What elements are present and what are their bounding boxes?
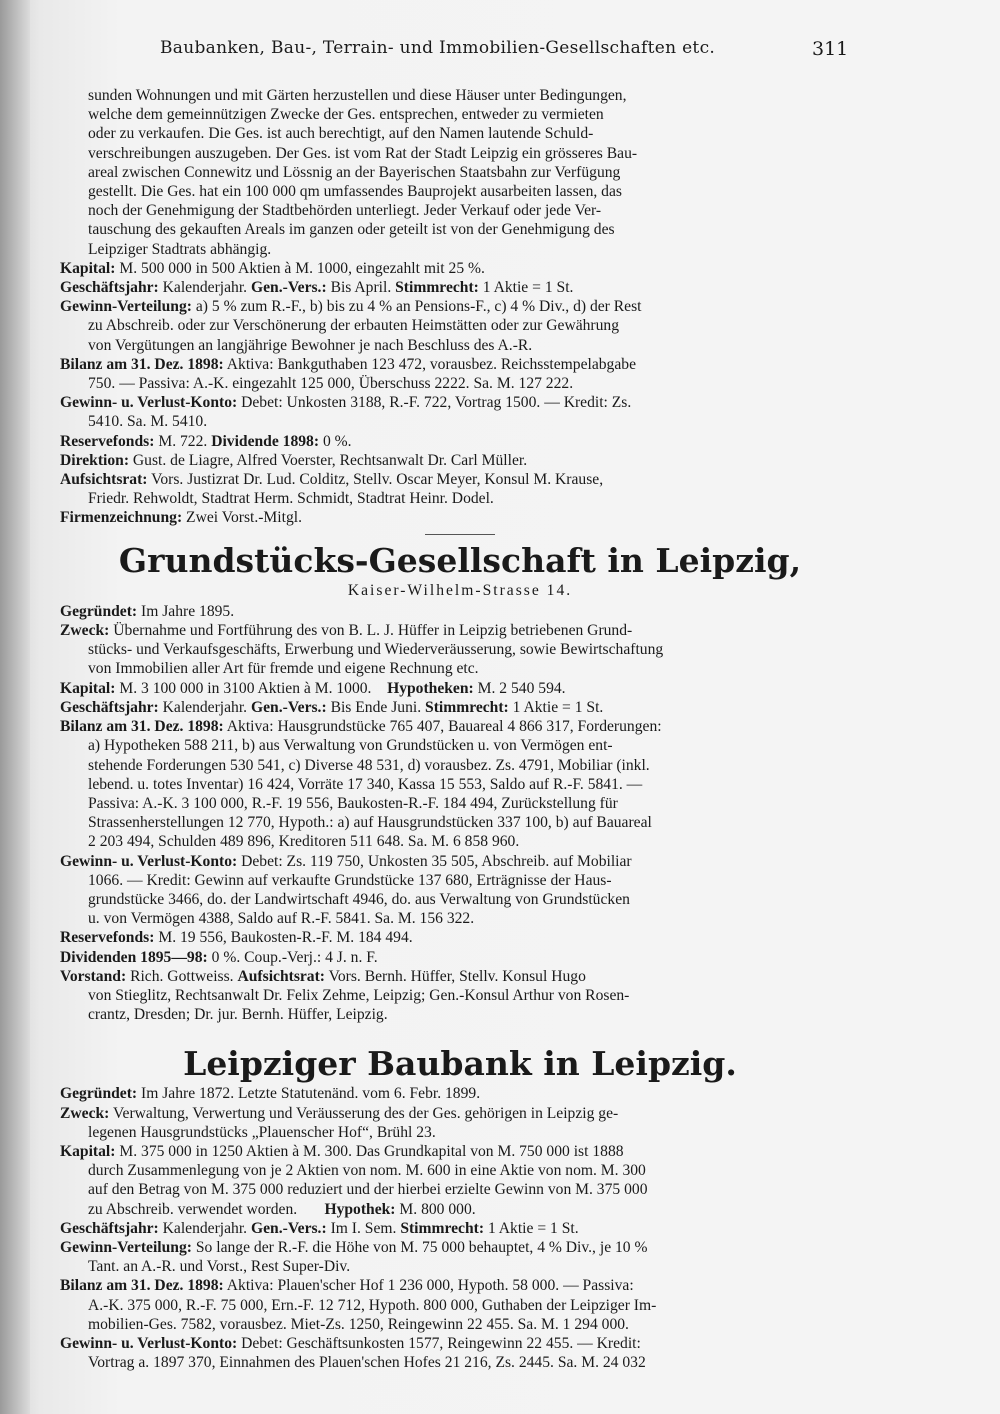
text-line: gestellt. Die Ges. hat ein 100 000 qm umfassendes Bauprojekt ausarbeiten lassen, das (88, 183, 622, 201)
field-key: Gen.-Vers.: (251, 1219, 327, 1237)
text-line: auf den Betrag von M. 375 000 reduziert und der hierbei erzielte Gewinn von M. 375 000 (88, 1181, 648, 1199)
section-heading: Grundstücks-Gesellschaft in Leipzig, (118, 540, 802, 580)
field-key: Aufsichtsrat: (60, 471, 148, 489)
text-line: Passiva: A.-K. 3 100 000, R.-F. 19 556, Baukosten-R.-F. 184 494, Zurückstellung für (88, 794, 618, 812)
entry-bilanz (60, 717, 860, 736)
field-value: Kalenderjahr. (162, 698, 248, 716)
field-value: So lange der R.-F. die Höhe von M. 75 000 behauptet, 4 % Div., je 10 % (195, 1238, 648, 1256)
text-line: stücks- und Verkaufsgeschäfts, Erwerbung und Wiederveräusserung, sowie Bewirtschaftung (88, 641, 664, 659)
field-value: Vors. Justizrat Dr. Lud. Colditz, Stellv. Oscar Meyer, Konsul M. Krause, (151, 471, 604, 489)
text-line: lebend. u. totes Inventar) 16 424, Vorräte 17 340, Kassa 15 553, Saldo auf R.-F. 5841. — (88, 775, 643, 793)
field-key: Gewinn-Verteilung: (60, 298, 192, 316)
field-key: Gegründet: (60, 1085, 138, 1103)
field-value: M. 500 000 in 500 Aktien à M. 1000, eingezahlt mit 25 %. (119, 259, 485, 277)
text-line: Tant. an A.-R. und Vorst., Rest Super-Div. (88, 1258, 351, 1276)
entry-kapital (60, 259, 860, 278)
field-key: Zweck: (60, 1104, 110, 1122)
section-divider (425, 534, 495, 535)
field-value: Debet: Geschäftsunkosten 1577, Reingewinn 22 455. — Kredit: (241, 1334, 641, 1352)
text-line: 2 203 494, Schulden 489 896, Kreditoren 511 648. Sa. M. 6 858 960. (88, 833, 520, 851)
field-value: a) 5 % zum R.-F., b) bis zu 4 % an Pensions-F., c) 4 % Div., d) der Rest (195, 298, 642, 316)
text-line: oder zu verkaufen. Die Ges. ist auch berechtigt, auf den Namen lautende Schuld- (88, 125, 594, 143)
field-key: Gegründet: (60, 602, 138, 620)
text-line: grundstücke 3466, do. der Landwirtschaft 4946, do. aus Verwaltung von Grundstücken (88, 890, 630, 908)
text-line: a) Hypotheken 588 211, b) aus Verwaltung von Grundstücken u. von Vermögen ent- (88, 737, 613, 755)
field-key: Gen.-Vers.: (251, 279, 327, 297)
binding-shadow (0, 0, 30, 1414)
entry-aufsichtsrat (60, 470, 860, 489)
field-value: M. 722. (158, 432, 208, 450)
text-line: Leipziger Stadtrats abhängig. (88, 240, 272, 258)
text-line: stehende Forderungen 530 541, c) Diverse 48 531, d) vorausbez. Zs. 4791, Mobiliar (inkl. (88, 756, 650, 774)
field-key: Kapital: (60, 1142, 116, 1160)
text-line: 750. — Passiva: A.-K. eingezahlt 125 000, Überschuss 2222. Sa. M. 127 222. (88, 375, 574, 393)
field-value: Übernahme und Fortführung des von B. L. J. Hüffer in Leipzig betriebenen Grund- (113, 622, 633, 640)
field-value: Rich. Gottweiss. (130, 967, 234, 985)
entry-reservefonds (60, 928, 860, 947)
text-line: A.-K. 375 000, R.-F. 75 000, Ern.-F. 12 712, Hypoth. 800 000, Guthaben der Leipziger Im- (88, 1296, 657, 1314)
entry-zweck (60, 1104, 860, 1123)
field-key: Gewinn- u. Verlust-Konto: (60, 852, 238, 870)
field-value: Aktiva: Bankguthaben 123 472, vorausbez. Reichsstempelabgabe (226, 355, 636, 373)
entry-gegruendet (60, 1084, 860, 1103)
entry-zweck (60, 621, 860, 640)
field-value: Im Jahre 1872. Letzte Statutenänd. vom 6. Febr. 1899. (141, 1085, 481, 1103)
entry-reservefonds (60, 432, 860, 451)
entry-direktion (60, 451, 860, 470)
field-value: 0 %. Coup.-Verj.: 4 J. n. F. (211, 948, 378, 966)
field-key: Geschäftsjahr: (60, 1219, 159, 1237)
text-line: mobilien-Ges. 7582, vorausbez. Miet-Zs. 1250, Reingewinn 22 455. Sa. M. 1 294 000. (88, 1315, 629, 1333)
field-value: Vors. Bernh. Hüffer, Stellv. Konsul Hugo (328, 967, 586, 985)
entry-geschaeftsjahr (60, 1219, 860, 1238)
text-line: Friedr. Rehwoldt, Stadtrat Herm. Schmidt, Stadtrat Heinr. Dodel. (88, 490, 494, 508)
field-key: Dividenden 1895—98: (60, 948, 208, 966)
header-title: Baubanken, Bau-, Terrain- und Immobilien-Gesellschaften etc. (160, 38, 716, 58)
field-value: M. 375 000 in 1250 Aktien à M. 300. Das Grundkapital von M. 750 000 ist 1888 (119, 1142, 624, 1160)
field-key: Kapital: (60, 679, 116, 697)
entry-geschaeftsjahr (60, 698, 860, 717)
field-value: zu Abschreib. verwendet worden. (88, 1200, 298, 1218)
field-key: Direktion: (60, 451, 130, 469)
page-body (60, 86, 860, 1372)
entry-dividenden (60, 948, 860, 967)
text-line: crantz, Dresden; Dr. jur. Bernh. Hüffer, Leipzig. (88, 1006, 388, 1024)
section-heading: Leipziger Baubank in Leipzig. (183, 1044, 737, 1084)
page-number: 311 (812, 38, 849, 60)
entry-firmenzeichnung (60, 508, 860, 527)
field-key: Kapital: (60, 259, 116, 277)
field-value: 1 Aktie = 1 St. (482, 279, 574, 297)
section-leipziger-baubank (60, 1044, 860, 1372)
text-line: u. von Vermögen 4388, Saldo auf R.-F. 5841. Sa. M. 156 322. (88, 910, 475, 928)
text-line: 1066. — Kredit: Gewinn auf verkaufte Grundstücke 137 680, Erträgnisse der Haus- (88, 871, 612, 889)
field-value: Kalenderjahr. (162, 1219, 248, 1237)
entry-vorstand (60, 967, 860, 986)
field-value: Zwei Vorst.-Mitgl. (186, 509, 302, 527)
text-line: areal zwischen Connewitz und Lössnig an der Bayerischen Staatsbahn zur Verfügung (88, 163, 621, 181)
field-key: Stimmrecht: (400, 1219, 485, 1237)
text-line: verschreibungen auszugeben. Der Ges. ist vom Rat der Stadt Leipzig ein grösseres Bau- (88, 144, 638, 162)
entry-gewinn-verteilung (60, 297, 860, 316)
field-value: Bis April. (330, 279, 392, 297)
field-key: Gewinn-Verteilung: (60, 1238, 192, 1256)
text-line: tauschung des gekauften Areals im ganzen oder geteilt ist von der Genehmigung des (88, 221, 615, 239)
field-value: M. 800 000. (399, 1200, 476, 1218)
field-key: Bilanz am 31. Dez. 1898: (60, 718, 224, 736)
field-key: Gewinn- u. Verlust-Konto: (60, 1334, 238, 1352)
field-key: Geschäftsjahr: (60, 698, 159, 716)
section-address: Kaiser-Wilhelm-Strasse 14. (347, 581, 573, 599)
entry-gegruendet (60, 602, 860, 621)
field-value: Aktiva: Hausgrundstücke 765 407, Bauareal 4 866 317, Forderungen: (226, 718, 662, 736)
field-key: Reservefonds: (60, 432, 155, 450)
field-value: M. 2 540 594. (477, 679, 566, 697)
field-key: Zweck: (60, 622, 110, 640)
field-value: 1 Aktie = 1 St. (487, 1219, 579, 1237)
text-line: Vortrag a. 1897 370, Einnahmen des Plauen'schen Hofes 21 216, Zs. 2445. Sa. M. 24 032 (88, 1354, 646, 1372)
entry-guv (60, 393, 860, 412)
field-value: Kalenderjahr. (162, 279, 248, 297)
spacer (60, 1024, 860, 1042)
section-grundstuecks-gesellschaft (60, 541, 860, 1025)
text-line: zu Abschreib. oder zur Verschönerung der erbauten Heimstätten oder zur Gewährung (88, 317, 620, 335)
entry-bilanz (60, 355, 860, 374)
text-line: durch Zusammenlegung von je 2 Aktien von nom. M. 600 in eine Aktie von nom. M. 300 (88, 1162, 646, 1180)
field-value: 0 %. (322, 432, 352, 450)
field-key: Stimmrecht: (425, 698, 509, 716)
entry-gewinn-verteilung (60, 1238, 860, 1257)
section-continuation (60, 86, 860, 528)
field-value: Im I. Sem. (330, 1219, 397, 1237)
entry-kapital (60, 1142, 860, 1161)
field-key: Bilanz am 31. Dez. 1898: (60, 355, 224, 373)
entry-geschaeftsjahr (60, 278, 860, 297)
entry-kapital (60, 679, 860, 698)
field-key: Stimmrecht: (395, 279, 479, 297)
text-line: von Immobilien aller Art für fremde und eigene Rechnung etc. (88, 660, 479, 678)
text-line: Strassenherstellungen 12 770, Hypoth.: a) auf Hausgrundstücken 337 100, b) auf Bauareal (88, 814, 652, 832)
field-value: Aktiva: Plauen'scher Hof 1 236 000, Hypoth. 58 000. — Passiva: (226, 1277, 634, 1295)
entry-guv (60, 1334, 860, 1353)
entry-bilanz (60, 1276, 860, 1295)
text-line: sunden Wohnungen und mit Gärten herzustellen und diese Häuser unter Bedingungen, (88, 87, 627, 104)
text-line: noch der Genehmigung der Stadtbehörden unterliegt. Jeder Verkauf oder jede Ver- (88, 202, 602, 220)
field-key: Hypotheken: (387, 679, 474, 697)
field-key: Dividende 1898: (211, 432, 320, 450)
field-value: Debet: Zs. 119 750, Unkosten 35 505, Abschreib. auf Mobiliar (241, 852, 632, 870)
field-key: Aufsichtsrat: (237, 967, 325, 985)
field-value: 1 Aktie = 1 St. (512, 698, 604, 716)
field-value: Debet: Unkosten 3188, R.-F. 722, Vortrag 1500. — Kredit: Zs. (241, 394, 632, 412)
entry-guv (60, 852, 860, 871)
field-value: Gust. de Liagre, Alfred Voerster, Rechtsanwalt Dr. Carl Müller. (132, 451, 528, 469)
field-key: Geschäftsjahr: (60, 279, 159, 297)
field-value: Verwaltung, Verwertung und Veräusserung des der Ges. gehörigen in Leipzig ge- (113, 1104, 619, 1122)
field-key: Gewinn- u. Verlust-Konto: (60, 394, 238, 412)
field-key: Hypothek: (324, 1200, 396, 1218)
field-key: Vorstand: (60, 967, 127, 985)
text-line: welche dem gemeinnützigen Zwecke der Ges. entsprechen, entweder zu vermieten (88, 106, 604, 124)
field-key: Reservefonds: (60, 929, 155, 947)
field-value: Im Jahre 1895. (141, 602, 235, 620)
text-line: legenen Hausgrundstücks „Plauenscher Hof“, Brühl 23. (88, 1123, 436, 1141)
entry-kapital-end (60, 1200, 860, 1219)
field-key: Gen.-Vers.: (251, 698, 327, 716)
field-value: M. 3 100 000 in 3100 Aktien à M. 1000. (119, 679, 372, 697)
field-key: Firmenzeichnung: (60, 509, 183, 527)
text-line: 5410. Sa. M. 5410. (88, 413, 208, 431)
text-line: von Vergütungen an langjährige Bewohner je nach Beschluss des A.-R. (88, 336, 533, 354)
field-value: Bis Ende Juni. (330, 698, 422, 716)
field-key: Bilanz am 31. Dez. 1898: (60, 1277, 224, 1295)
field-value: M. 19 556, Baukosten-R.-F. M. 184 494. (158, 929, 413, 947)
text-line: von Stieglitz, Rechtsanwalt Dr. Felix Zehme, Leipzig; Gen.-Konsul Arthur von Rosen- (88, 986, 630, 1004)
